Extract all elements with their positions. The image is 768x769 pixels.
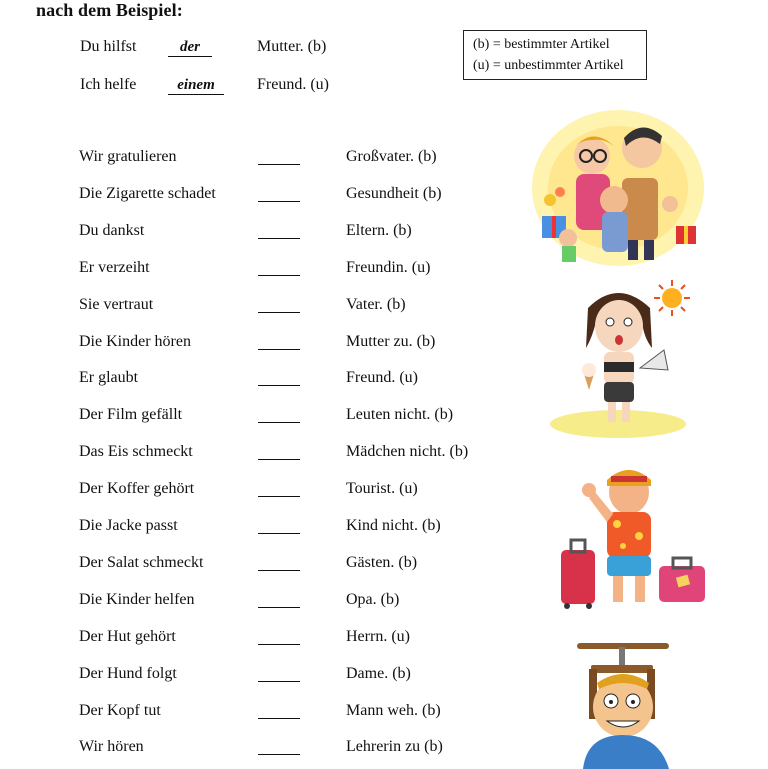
exercise-tail: Freund. (u) <box>346 369 418 387</box>
exercise-subject: Du dankst <box>79 221 145 239</box>
exercise-tail: Mann weh. (b) <box>346 701 441 719</box>
exercise-subject: Der Hut gehört <box>79 627 176 645</box>
answer-blank[interactable] <box>258 568 300 571</box>
exercise-subject: Er glaubt <box>79 369 139 387</box>
exercise-subject: Der Hund folgt <box>79 664 177 682</box>
exercise-tail: Gesundheit (b) <box>346 184 442 202</box>
exercise-tail: Mädchen nicht. (b) <box>346 443 469 461</box>
answer-blank[interactable] <box>258 347 300 350</box>
answer-blank[interactable] <box>258 716 300 719</box>
answer-blank[interactable] <box>258 273 300 276</box>
exercise-tail: Dame. (b) <box>346 664 411 682</box>
exercise-subject: Sie vertraut <box>79 295 154 313</box>
example-2-answer: einem <box>168 76 224 95</box>
answer-blank[interactable] <box>258 494 300 497</box>
exercise-subject: Die Kinder helfen <box>79 590 195 608</box>
answer-blank[interactable] <box>258 310 300 313</box>
headache-man-illustration <box>573 635 705 769</box>
example-1-tail: Mutter. (b) <box>257 38 327 55</box>
legend-indefinite: (u) = unbestimmter Artikel <box>473 58 624 73</box>
exercise-subject: Der Film gefällt <box>79 406 183 424</box>
exercise-tail: Kind nicht. (b) <box>346 517 441 534</box>
exercise-tail: Leuten nicht. (b) <box>346 406 454 424</box>
answer-blank[interactable] <box>258 679 300 682</box>
example-1-answer: der <box>168 38 212 57</box>
exercise-subject: Er verzeiht <box>79 258 150 276</box>
example-2-subject: Ich helfe <box>80 76 137 93</box>
page-heading: nach dem Beispiel: <box>36 0 183 20</box>
answer-blank[interactable] <box>258 752 300 755</box>
exercise-subject: Der Kopf tut <box>79 701 161 719</box>
exercise-subject: Wir hören <box>79 738 144 756</box>
exercise-subject: Das Eis schmeckt <box>79 443 193 461</box>
exercise-tail: Freundin. (u) <box>346 258 431 276</box>
exercise-tail: Vater. (b) <box>346 295 406 313</box>
exercise-tail: Lehrerin zu (b) <box>346 738 443 756</box>
sunbathing-girl-illustration <box>548 278 698 440</box>
exercise-subject: Die Kinder hören <box>79 332 191 350</box>
legend-definite: (b) = bestimmter Artikel <box>473 37 610 52</box>
answer-blank[interactable] <box>258 162 300 165</box>
answer-blank[interactable] <box>258 236 300 239</box>
exercise-subject: Der Salat schmeckt <box>79 553 204 571</box>
answer-blank[interactable] <box>258 383 300 386</box>
exercise-tail: Opa. (b) <box>346 590 400 608</box>
exercise-tail: Herrn. (u) <box>346 627 410 645</box>
birthday-family-illustration <box>530 108 705 268</box>
exercise-subject: Die Zigarette schadet <box>79 184 216 202</box>
exercise-tail: Großvater. (b) <box>346 148 437 165</box>
answer-blank[interactable] <box>258 420 300 423</box>
answer-blank[interactable] <box>258 199 300 202</box>
exercise-tail: Tourist. (u) <box>346 480 418 498</box>
article-legend-box <box>463 30 647 80</box>
answer-blank[interactable] <box>258 642 300 645</box>
answer-blank[interactable] <box>258 531 300 534</box>
tourist-illustration <box>553 462 708 612</box>
answer-blank[interactable] <box>258 605 300 608</box>
exercise-tail: Eltern. (b) <box>346 221 412 239</box>
example-1-subject: Du hilfst <box>80 38 137 55</box>
answer-blank[interactable] <box>258 457 300 460</box>
exercise-subject: Die Jacke passt <box>79 517 178 534</box>
exercise-tail: Mutter zu. (b) <box>346 332 436 350</box>
exercise-subject: Wir gratulieren <box>79 148 177 165</box>
exercise-subject: Der Koffer gehört <box>79 480 195 498</box>
exercise-tail: Gästen. (b) <box>346 553 418 571</box>
example-2-tail: Freund. (u) <box>257 76 329 93</box>
